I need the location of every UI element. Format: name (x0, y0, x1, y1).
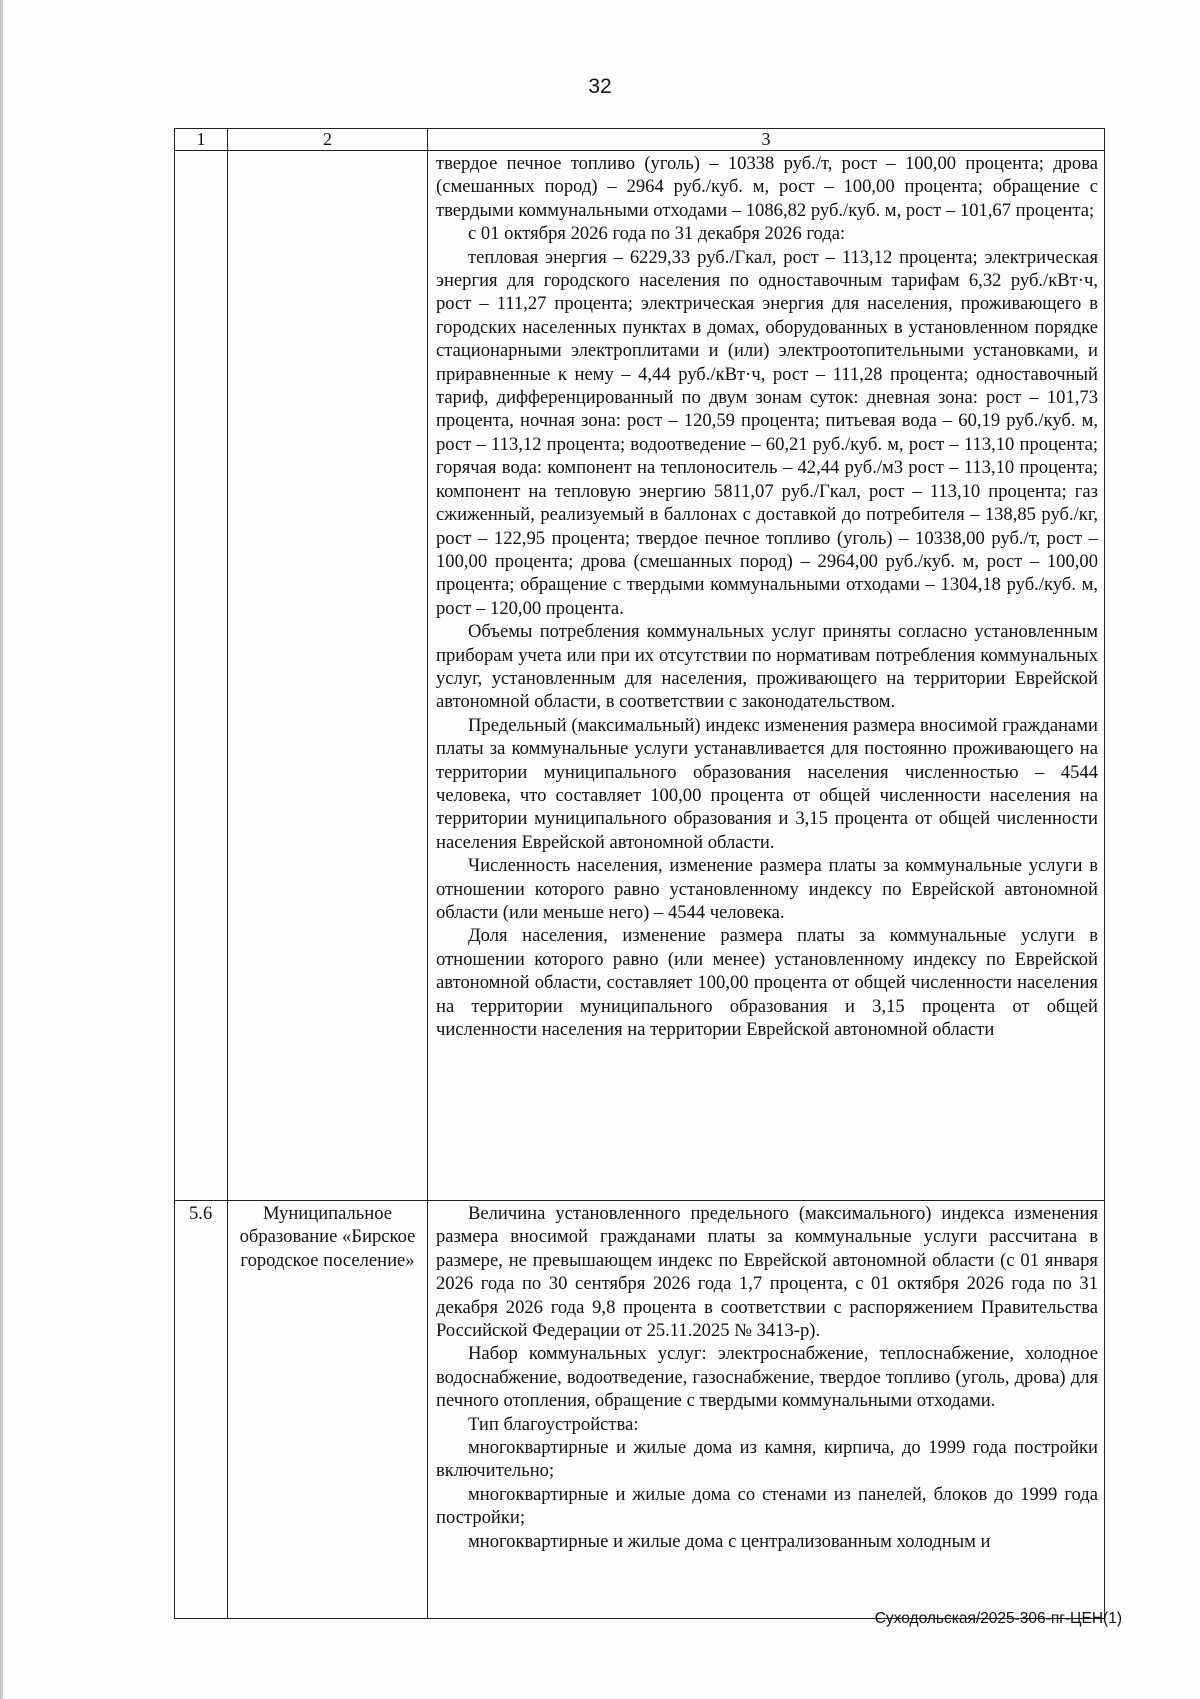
municipality-name (228, 151, 428, 1201)
column-header: 3 (428, 129, 1105, 151)
paragraph: Объемы потребления коммунальных услуг приняты согласно установленным приборам учета или при их отсутствии по нормативам потребления коммунальных услуг, установленным для населения, проживающего на территории Еврейской автономной области, в соответствии с законодательством. (436, 621, 1098, 713)
paragraph: Величина установленного предельного (максимального) индекса изменения размера вносимой гражданами платы за коммунальные услуги рассчитана в размере, не превышающем индекс по Еврейской автономной области (с 01 января 2026 года по 30 сентября 2026 года 1,7 процента, с 01 октября 2026 года по 31 декабря 2026 года 9,8 процента в соответствии с распоряжением Правительства Российской Федерации от 25.11.2025 № 3413-р). (436, 1203, 1098, 1342)
description-cell (428, 151, 1105, 1201)
paragraph: многоквартирные и жилые дома с централизованным холодным и (468, 1530, 991, 1552)
paragraph: с 01 октября 2026 года по 31 декабря 2026 года: (468, 223, 846, 245)
paragraph: Тип благоустройства: (468, 1413, 639, 1435)
scan-edge (0, 0, 3, 1699)
paragraph: Набор коммунальных услуг: электроснабжение, теплоснабжение, холодное водоснабжение, водоотведение, газоснабжение, твердое топливо (уголь, дрова) для печного отопления, обращение с твердыми коммунальными отходами. (436, 1343, 1098, 1412)
paragraph: твердое печное топливо (уголь) – 10338 руб./т, рост – 100,00 процента; дрова (смешанных пород) – 2964 руб./куб. м, рост – 100,00 процента; обращение с твердыми коммунальными отходами – 1086,82 руб./куб. м, рост – 101,67 процента; (436, 153, 1098, 221)
municipality-name: Муниципальное образование «Бирское городское поселение» (228, 1201, 428, 1619)
table-row (175, 151, 1105, 1201)
column-header: 1 (175, 129, 228, 151)
row-number (175, 151, 228, 1201)
table-header-row (175, 129, 1105, 151)
paragraph: многоквартирные и жилые дома со стенами из панелей, блоков до 1999 года постройки; (436, 1483, 1098, 1529)
page-number: 32 (588, 75, 612, 98)
tariff-table (174, 128, 1105, 1619)
paragraph: Доля населения, изменение размера платы за коммунальные услуги в отношении которого равно (или менее) установленному индексу по Еврейской автономной области, составляет 100,00 процента от общей численности населения на территории муниципального образования и 3,15 процента от общей численности населения на территории Еврейской автономной области (436, 925, 1098, 1041)
paragraph: Предельный (максимальный) индекс изменения размера вносимой гражданами платы за коммунальные услуги устанавливается для постоянно проживающего на территории муниципального образования населения численностью – 4544 человека, что составляет 100,00 процента от общей численности населения на территории муниципального образования и 3,15 процента от общей численности населения Еврейской автономной области. (436, 714, 1098, 853)
paragraph: многоквартирные и жилые дома из камня, кирпича, до 1999 года постройки включительно; (436, 1437, 1098, 1482)
column-header: 2 (228, 129, 428, 151)
description-cell (428, 1201, 1105, 1619)
document-code: Суходольская/2025-306-пг-ЦЕН(1) (874, 1610, 1122, 1627)
paragraph: тепловая энергия – 6229,33 руб./Гкал, рост – 113,12 процента; электрическая энергия для городского населения по одноставочным тарифам 6,32 руб./кВт·ч, рост – 111,27 процента; электрическая энергия для населения, проживающего в городских населенных пунктах в домах, оборудованных в установленном порядке стационарными электроплитами и (или) электроотопительными установками, и приравненные к нему – 4,44 руб./кВт·ч, рост – 111,28 процента; одноставочный тариф, дифференцированный по двум зонам суток: дневная зона: рост – 101,73 процента, ночная зона: рост – 120,59 процента; питьевая вода – 60,19 руб./куб. м, рост – 113,12 процента; водоотведение – 60,21 руб./куб. м, рост – 113,10 процента; горячая вода: компонент на теплоноситель – 42,44 руб./м3 рост – 113,10 процента; компонент на тепловую энергию 5811,07 руб./Гкал, рост – 113,10 процента; газ сжиженный, реализуемый в баллонах с доставкой до потребителя – 138,85 руб./кг, рост – 122,95 процента; твердое печное топливо (уголь) – 10338,00 руб./т, рост – 100,00 процента; дрова (смешанных пород) – 2964,00 руб./куб. м, рост – 100,00 процента; обращение с твердыми коммунальными отходами – 1304,18 руб./куб. м, рост – 120,00 процента. (436, 246, 1098, 619)
paragraph: Численность населения, изменение размера платы за коммунальные услуги в отношении которого равно установленному индексу по Еврейской автономной области (или меньше него) – 4544 человека. (436, 855, 1098, 923)
table-row (175, 1201, 1105, 1619)
row-number: 5.6 (175, 1201, 228, 1619)
